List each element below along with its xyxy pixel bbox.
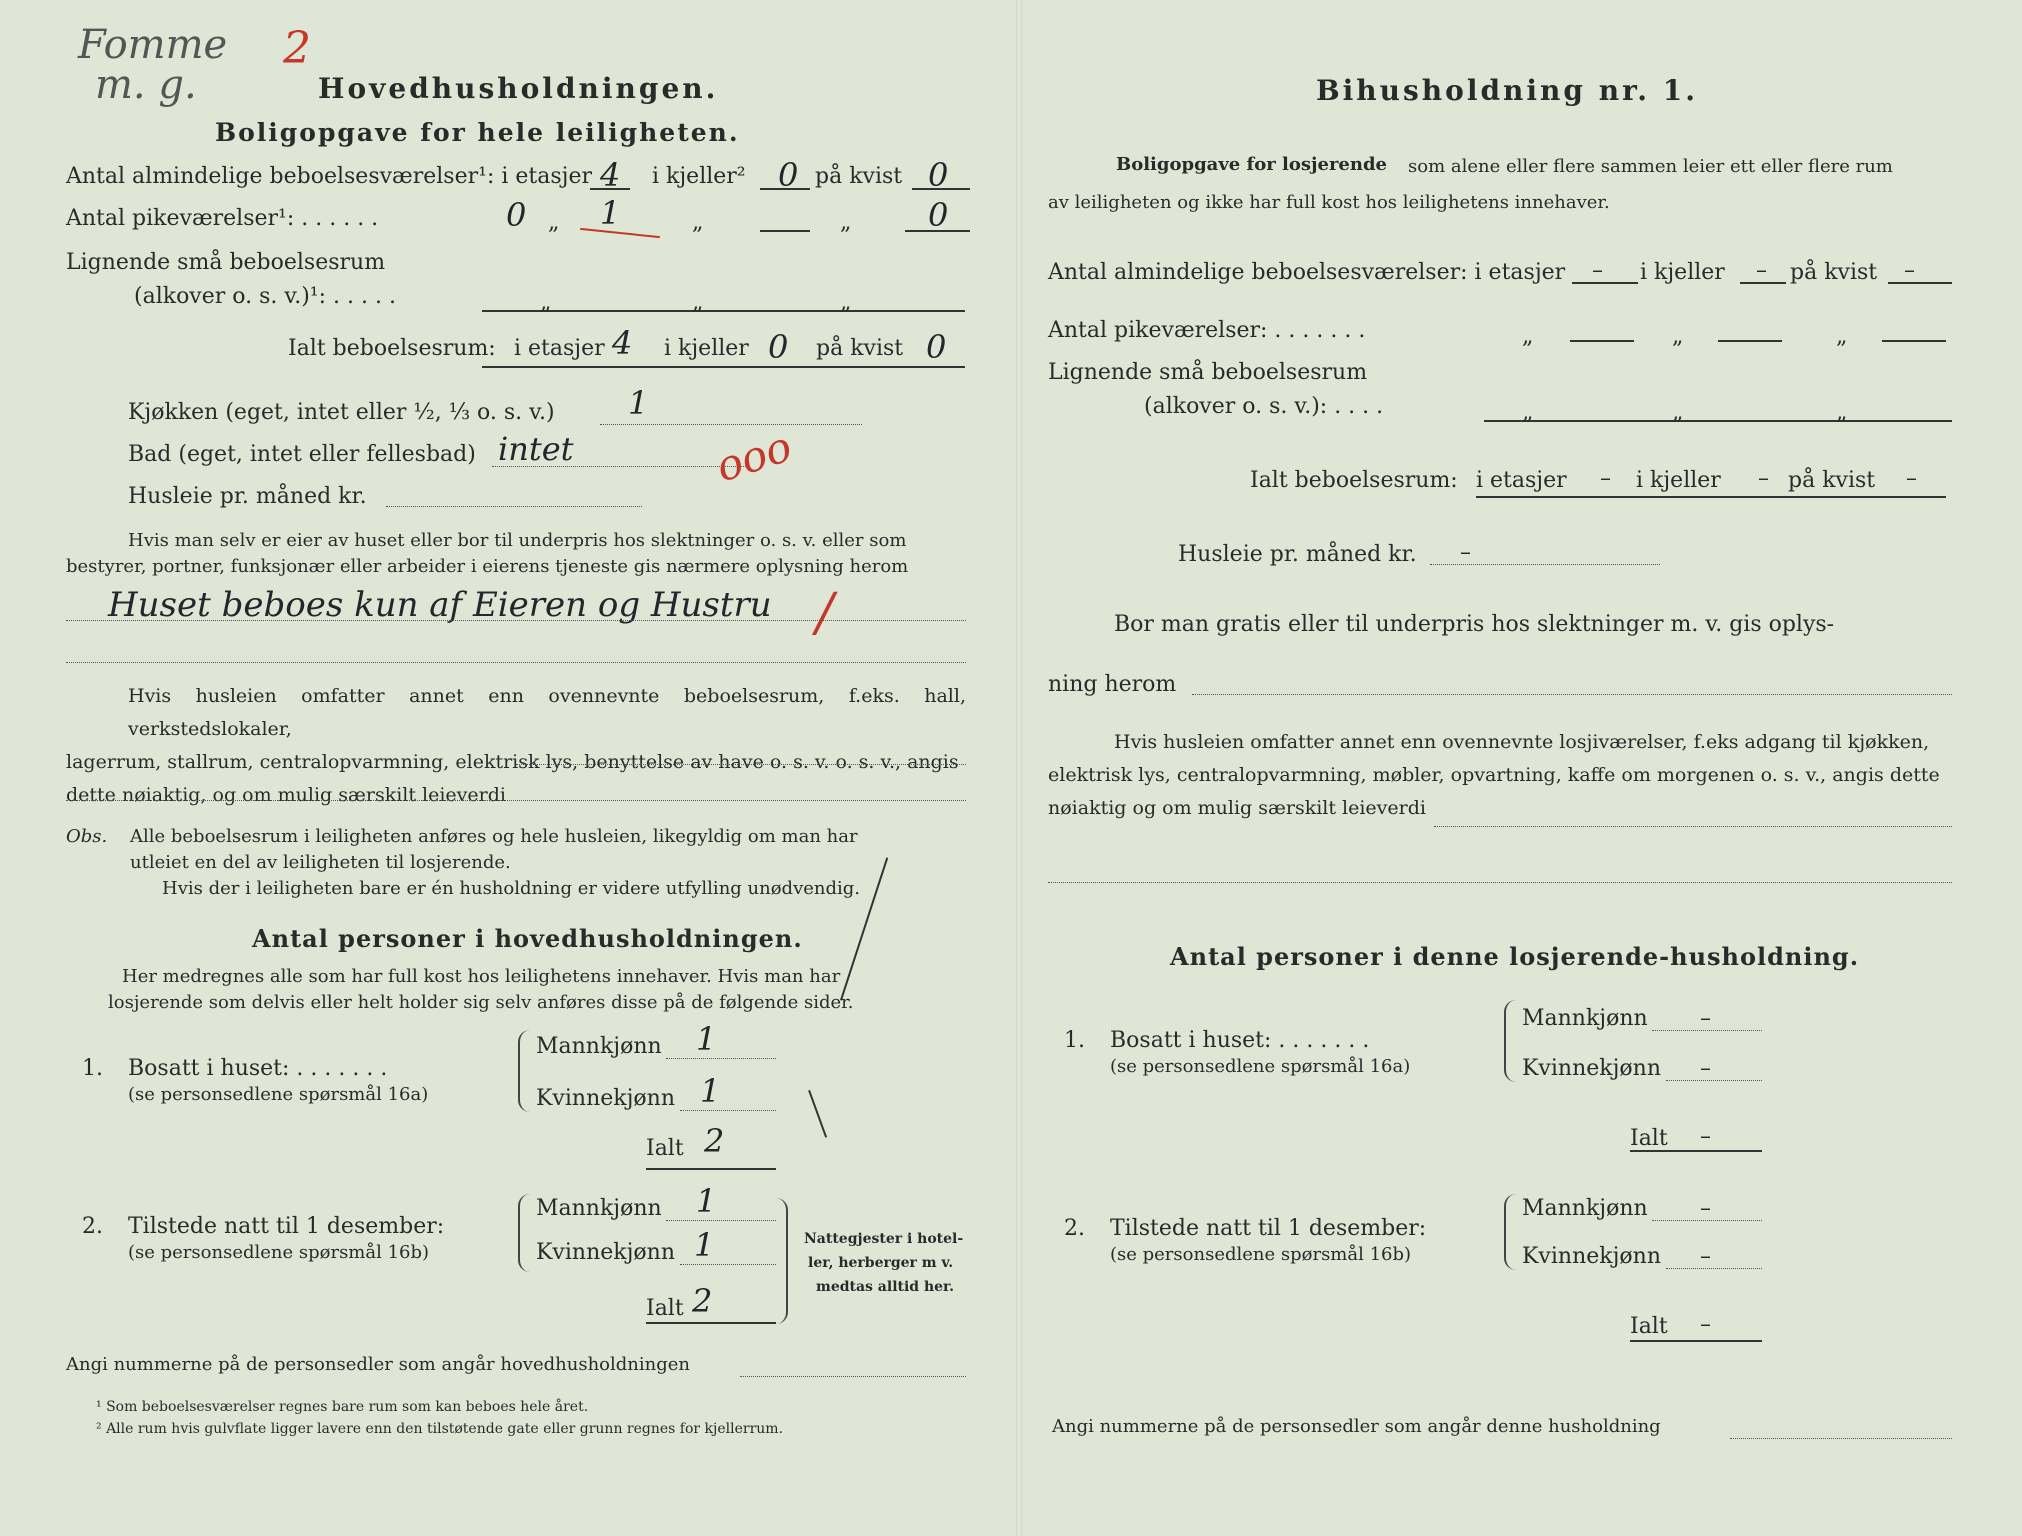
r2-kjeller-value: 1	[600, 194, 621, 232]
footnote-2: ² Alle rum hvis gulvflate ligger lavere enn den tilstøtende gate eller grunn regnes for kjellerrum.	[96, 1421, 784, 1437]
r2-quote-2: „	[692, 210, 704, 235]
right-b1-kvinne-line	[1666, 1080, 1762, 1081]
right-b2-mann: –	[1700, 1196, 1711, 1221]
right-husleie-label: Husleie pr. måned kr.	[1178, 542, 1417, 567]
left-b2-mann-label: Mannkjønn	[536, 1196, 662, 1221]
r3-kvist: „	[840, 290, 852, 315]
right-b2-kvinne-label: Kvinnekjønn	[1522, 1244, 1661, 1269]
right-intro-1: som alene eller flere sammen leier ett eller flere rum	[1408, 156, 1893, 177]
right-b2-num: 2.	[1064, 1216, 1085, 1241]
nattegjester-3: medtas alltid her.	[816, 1279, 955, 1295]
eier-text-2: bestyrer, portner, funksjonær eller arbeider i eierens tjeneste gis nærmere oplysning herom	[66, 556, 909, 577]
kjokken-value: 1	[628, 384, 649, 422]
left-omfatter-block	[66, 680, 966, 812]
red-stroke: /	[816, 583, 834, 643]
left-angi-label: Angi nummerne på de personsedler som angår hovedhusholdningen	[66, 1354, 690, 1375]
left-persons-text-1: Her medregnes alle som har full kost hos leilighetens innehaver. Hvis man har	[122, 966, 841, 987]
left-omfatter-3: dette nøiaktig, og om mulig særskilt leieverdi	[66, 784, 506, 806]
right-persons-title: Antal personer i denne losjerende-husholdning.	[1170, 942, 1860, 971]
check-stroke-short	[808, 1090, 827, 1138]
left-b2-ialt-value: 2	[692, 1282, 713, 1320]
left-b1-kvinne-line	[680, 1110, 776, 1111]
right-b2-sub: (se personsedlene spørsmål 16b)	[1110, 1244, 1412, 1265]
ialt-line	[482, 366, 965, 368]
r2-label: Antal pikeværelser¹: . . . . . .	[66, 206, 379, 231]
right-b2-ialt-label: Ialt	[1630, 1314, 1668, 1339]
right-husleie-value: –	[1460, 540, 1471, 565]
left-b1-mann-label: Mannkjønn	[536, 1034, 662, 1059]
left-title: Hovedhusholdningen.	[318, 72, 719, 105]
left-omfatter-2: lagerrum, stallrum, centralopvarmning, elektrisk lys, benyttelse av have o. s. v. o. s. v., angis	[66, 751, 959, 773]
corner-note: Fomme	[78, 22, 228, 68]
r2-etasjer-value: 0	[506, 196, 527, 234]
right-gratis-2: ning herom	[1048, 672, 1177, 697]
right-r2-kjeller-line	[1718, 340, 1782, 342]
right-ialt-kvist-label: på kvist	[1788, 468, 1876, 493]
right-intro-bold: Boligopgave for losjerende	[1116, 154, 1388, 175]
left-persons-title: Antal personer i hovedhusholdningen.	[252, 924, 803, 953]
left-omfatter-line-1	[516, 764, 966, 765]
ialt-label: Ialt beboelsesrum:	[288, 336, 496, 361]
corner-note-2: m. g.	[95, 62, 197, 108]
right-r1-etasjer-line	[1572, 282, 1638, 284]
left-b2-sub: (se personsedlene spørsmål 16b)	[128, 1242, 430, 1263]
kjokken-line	[600, 424, 862, 425]
right-r2-etasjer-line	[1570, 340, 1634, 342]
left-b1-ialt-value: 2	[704, 1122, 725, 1160]
r2-kvist-value: 0	[928, 196, 949, 234]
r3-label-1: Lignende små beboelsesrum	[66, 250, 386, 275]
left-persons-text-2: losjerende som delvis eller helt holder sig selv anføres disse på de følgende sider.	[108, 992, 854, 1013]
footnote-1: ¹ Som beboelsesværelser regnes bare rum som kan beboes hele året.	[96, 1399, 589, 1415]
obs-label: Obs.	[66, 826, 108, 847]
left-b2-kvinne-value: 1	[694, 1226, 715, 1264]
right-intro-2: av leiligheten og ikke har full kost hos leilighetens innehaver.	[1048, 192, 1610, 213]
left-b2-ialt-line	[646, 1322, 776, 1324]
left-b1-ialt-line	[646, 1168, 776, 1170]
left-b2-mann-line	[666, 1220, 776, 1221]
right-r2-q1: „	[1522, 324, 1534, 349]
right-b1-ialt: –	[1700, 1124, 1711, 1149]
husleie-label: Husleie pr. måned kr.	[128, 484, 367, 509]
right-r1-etasjer: –	[1592, 258, 1603, 283]
right-b2-kvinne-line	[1666, 1268, 1762, 1269]
kjokken-label: Kjøkken (eget, intet eller ½, ⅓ o. s. v.)	[128, 400, 555, 425]
ialt-kvist-label: på kvist	[816, 336, 904, 361]
right-omfatter-line-1	[1434, 826, 1952, 827]
nattegjester-2: ler, herberger m v.	[808, 1255, 954, 1271]
right-ialt-label: Ialt beboelsesrum:	[1250, 468, 1458, 493]
r3-etasjer: „	[540, 290, 552, 315]
left-b2-brace	[518, 1194, 532, 1272]
obs-3: Hvis der i leiligheten bare er én husholdning er videre utfylling unødvendig.	[162, 878, 861, 899]
r1-label: Antal almindelige beboelsesværelser¹: i etasjer	[66, 164, 593, 189]
right-b1-ialt-line	[1630, 1150, 1762, 1152]
bad-value: intet	[498, 430, 574, 468]
right-omfatter-3: nøiaktig og om mulig særskilt leieverdi	[1048, 797, 1426, 819]
left-angi-line	[740, 1376, 966, 1377]
right-r2-kvist-line	[1882, 340, 1946, 342]
right-b1-num: 1.	[1064, 1028, 1085, 1053]
eier-value: Huset beboes kun af Eieren og Hustru	[108, 585, 772, 625]
right-r1-kvist-label: på kvist	[1790, 260, 1878, 285]
obs-2: utleiet en del av leiligheten til losjerende.	[130, 852, 511, 873]
ialt-etasjer-label: i etasjer	[514, 336, 605, 361]
right-r3-line	[1484, 420, 1952, 422]
bad-label: Bad (eget, intet eller fellesbad)	[128, 442, 476, 467]
left-subtitle: Boligopgave for hele leiligheten.	[215, 118, 740, 147]
right-omfatter-1: Hvis husleien omfatter annet enn ovennevnte losjiværelser, f.eks adgang til kjøkken,	[1114, 731, 1930, 753]
corner-number: 2	[283, 23, 311, 74]
right-ialt-etasjer: –	[1600, 466, 1611, 491]
right-ialt-kjeller: –	[1758, 466, 1769, 491]
ialt-kjeller-value: 0	[768, 328, 789, 366]
right-title: Bihusholdning nr. 1.	[1316, 74, 1698, 107]
right-b2-label: Tilstede natt til 1 desember:	[1110, 1216, 1427, 1241]
r3-line	[482, 310, 965, 312]
right-r1-kjeller-label: i kjeller	[1640, 260, 1725, 285]
right-gratis-line	[1192, 694, 1952, 695]
r2-quote-3: „	[840, 210, 852, 235]
right-r1-label: Antal almindelige beboelsesværelser: i etasjer	[1048, 260, 1566, 285]
right-b1-kvinne-label: Kvinnekjønn	[1522, 1056, 1661, 1081]
right-r3-label-1: Lignende små beboelsesrum	[1048, 360, 1368, 385]
left-b1-kvinne-value: 1	[700, 1072, 721, 1110]
right-r2-q3: „	[1836, 324, 1848, 349]
left-b1-num: 1.	[82, 1056, 103, 1081]
r1-kvist-value: 0	[928, 156, 949, 194]
r2-quote-1: „	[548, 210, 560, 235]
right-omfatter-block	[1048, 726, 1952, 825]
left-b1-kvinne-label: Kvinnekjønn	[536, 1086, 675, 1111]
r3-kjeller: „	[692, 290, 704, 315]
left-b1-label: Bosatt i huset: . . . . . . .	[128, 1056, 388, 1081]
page-fold	[1016, 0, 1022, 1536]
ialt-kvist-value: 0	[926, 328, 947, 366]
nattegjester-1: Nattegjester i hotel-	[804, 1231, 964, 1247]
right-r2-q2: „	[1672, 324, 1684, 349]
nattegjester-brace	[772, 1198, 788, 1324]
right-b2-kvinne: –	[1700, 1244, 1711, 1269]
right-b1-sub: (se personsedlene spørsmål 16a)	[1110, 1056, 1411, 1077]
eier-line-1	[66, 620, 966, 621]
r1-kvist-label: på kvist	[815, 164, 903, 189]
left-b1-mann-value: 1	[696, 1020, 717, 1058]
r1-kjeller-value: 0	[778, 156, 799, 194]
right-omfatter-2: elektrisk lys, centralopvarmning, møbler, opvartning, kaffe om morgenen o. s. v., angis dette	[1048, 764, 1940, 786]
right-r1-kjeller: –	[1756, 258, 1767, 283]
right-b1-mann: –	[1700, 1006, 1711, 1031]
obs-1: Alle beboelsesrum i leiligheten anføres og hele husleien, likegyldig om man har	[130, 826, 858, 847]
right-b1-label: Bosatt i huset: . . . . . . .	[1110, 1028, 1370, 1053]
right-r2-label: Antal pikeværelser: . . . . . . .	[1048, 318, 1366, 343]
r2-kjeller-line	[760, 230, 810, 232]
right-b1-kvinne: –	[1700, 1056, 1711, 1081]
left-b2-mann-value: 1	[696, 1182, 717, 1220]
right-ialt-kjeller-label: i kjeller	[1636, 468, 1721, 493]
right-angi-line	[1730, 1438, 1952, 1439]
right-ialt-etasjer-label: i etasjer	[1476, 468, 1567, 493]
right-r1-kvist-line	[1888, 282, 1952, 284]
right-b1-ialt-label: Ialt	[1630, 1126, 1668, 1151]
left-b1-brace	[518, 1030, 532, 1112]
ialt-etasjer-value: 4	[612, 324, 633, 362]
left-b2-kvinne-label: Kvinnekjønn	[536, 1240, 675, 1265]
red-mark: ooo	[710, 421, 798, 492]
left-b2-kvinne-line	[680, 1264, 776, 1265]
right-r3-label-2: (alkover o. s. v.): . . . .	[1144, 394, 1384, 419]
right-b2-ialt-line	[1630, 1340, 1762, 1342]
right-b2-mann-label: Mannkjønn	[1522, 1196, 1648, 1221]
left-b2-label: Tilstede natt til 1 desember:	[128, 1214, 445, 1239]
right-angi-label: Angi nummerne på de personsedler som angår denne husholdning	[1052, 1416, 1661, 1437]
right-omfatter-line-2	[1048, 882, 1952, 883]
r3-label-2: (alkover o. s. v.)¹: . . . . .	[134, 284, 396, 309]
husleie-line	[386, 506, 642, 507]
left-b2-num: 2.	[82, 1214, 103, 1239]
right-r3-q1: „	[1522, 400, 1534, 425]
r1-kjeller-label: i kjeller²	[652, 164, 746, 189]
right-r3-q3: „	[1836, 400, 1848, 425]
right-ialt-kvist: –	[1906, 466, 1917, 491]
left-b1-ialt-label: Ialt	[646, 1136, 684, 1161]
left-omfatter-line-2	[66, 800, 966, 801]
left-b1-sub: (se personsedlene spørsmål 16a)	[128, 1084, 429, 1105]
r1-etasjer-value: 4	[600, 156, 621, 194]
eier-line-2	[66, 662, 966, 663]
right-b1-brace	[1504, 1000, 1518, 1082]
right-b2-brace	[1504, 1194, 1518, 1270]
right-gratis-1: Bor man gratis eller til underpris hos slektninger m. v. gis oplys-	[1114, 612, 1835, 637]
left-omfatter-1: Hvis husleien omfatter annet enn ovennevnte beboelsesrum, f.eks. hall, verkstedslokaler,	[128, 685, 966, 740]
ialt-kjeller-label: i kjeller	[664, 336, 749, 361]
right-r1-kvist: –	[1904, 258, 1915, 283]
right-r3-q2: „	[1672, 400, 1684, 425]
left-b1-mann-line	[666, 1058, 776, 1059]
right-b1-mann-label: Mannkjønn	[1522, 1006, 1648, 1031]
left-b2-ialt-label: Ialt	[646, 1296, 684, 1321]
eier-text-1: Hvis man selv er eier av huset eller bor til underpris hos slektninger o. s. v. eller som	[128, 530, 907, 551]
right-ialt-line	[1476, 496, 1946, 498]
right-b2-ialt: –	[1700, 1312, 1711, 1337]
